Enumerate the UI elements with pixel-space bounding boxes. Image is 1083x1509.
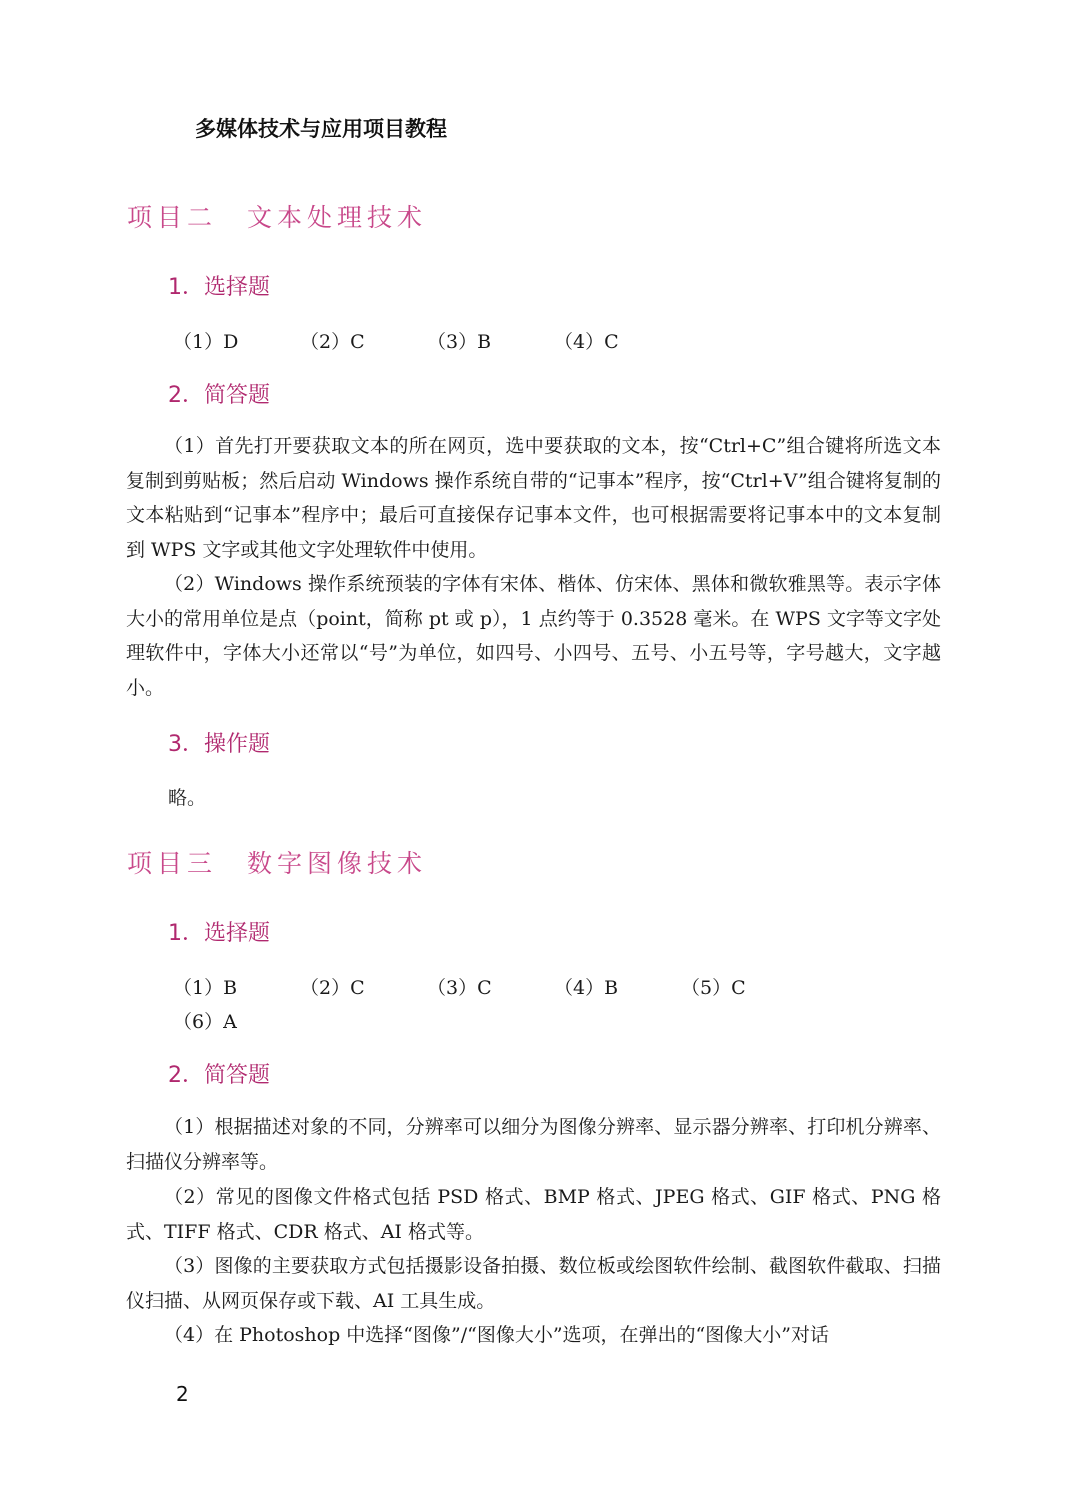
project3-answer-1: （1）根据描述对象的不同，分辨率可以细分为图像分辨率、显示器分辨率、打印机分辨率、扫描仪分辨率等。 [126, 1116, 941, 1173]
project3-section1-heading: 1．选择题 [168, 921, 270, 946]
project3-answer-4: （4）在 Photoshop 中选择“图像”/“图像大小”选项，在弹出的“图像大小”对话 [164, 1324, 829, 1346]
project3-section2-heading: 2．简答题 [168, 1063, 270, 1088]
answer-item: （3）C [427, 977, 492, 999]
project3-title: 项目三 数字图像技术 [127, 849, 428, 878]
answer-item: （2）C [300, 331, 365, 353]
answer-item: （3）B [427, 331, 492, 353]
project2-title: 项目二 文本处理技术 [127, 203, 428, 232]
project2-answer-2: （2）Windows 操作系统预装的字体有宋体、楷体、仿宋体、黑体和微软雅黑等。表示字体大小的常用单位是点（point，简称 pt 或 p），1 点约等于 0.3528 毫米。在 WPS 文字等文字处理软件中，字体大小还常以“号”为单位，如四号、小四号、五号、小五号等，字号越大，文字越小。 [126, 573, 941, 699]
answer-item: （6）A [173, 1011, 237, 1033]
project2-section2-heading: 2．简答题 [168, 383, 270, 408]
answer-item: （4）C [554, 331, 619, 353]
project2-section1-heading: 1．选择题 [168, 275, 270, 300]
project3-choice-answers-row1 [173, 973, 808, 1000]
project2-section3-heading: 3．操作题 [168, 732, 270, 757]
answer-item: （5）C [681, 977, 746, 999]
project3-answer-3: （3）图像的主要获取方式包括摄影设备拍摄、数位板或绘图软件绘制、截图软件截取、扫描仪扫描、从网页保存或下载、AI 工具生成。 [126, 1255, 941, 1312]
project2-operation-text: 略。 [168, 787, 207, 809]
page-number: 2 [176, 1382, 189, 1406]
answer-item: （1）B [173, 977, 238, 999]
project3-choice-answers-row2 [173, 1007, 300, 1034]
running-head: 多媒体技术与应用项目教程 [195, 117, 447, 141]
project2-choice-answers [173, 327, 681, 354]
answer-item: （1）D [173, 331, 239, 353]
answer-item: （2）C [300, 977, 365, 999]
project2-answer-1: （1）首先打开要获取文本的所在网页，选中要获取的文本，按“Ctrl+C”组合键将所选文本复制到剪贴板；然后启动 Windows 操作系统自带的“记事本”程序，按“Ctrl+V”组合键将复制的文本粘贴到“记事本”程序中；最后可直接保存记事本文件，也可根据需要将记事本中的文本复制到 WPS 文字或其他文字处理软件中使用。 [126, 435, 941, 561]
project3-answer-2: （2）常见的图像文件格式包括 PSD 格式、BMP 格式、JPEG 格式、GIF 格式、PNG 格式、TIFF 格式、CDR 格式、AI 格式等。 [126, 1186, 941, 1243]
answer-item: （4）B [554, 977, 619, 999]
